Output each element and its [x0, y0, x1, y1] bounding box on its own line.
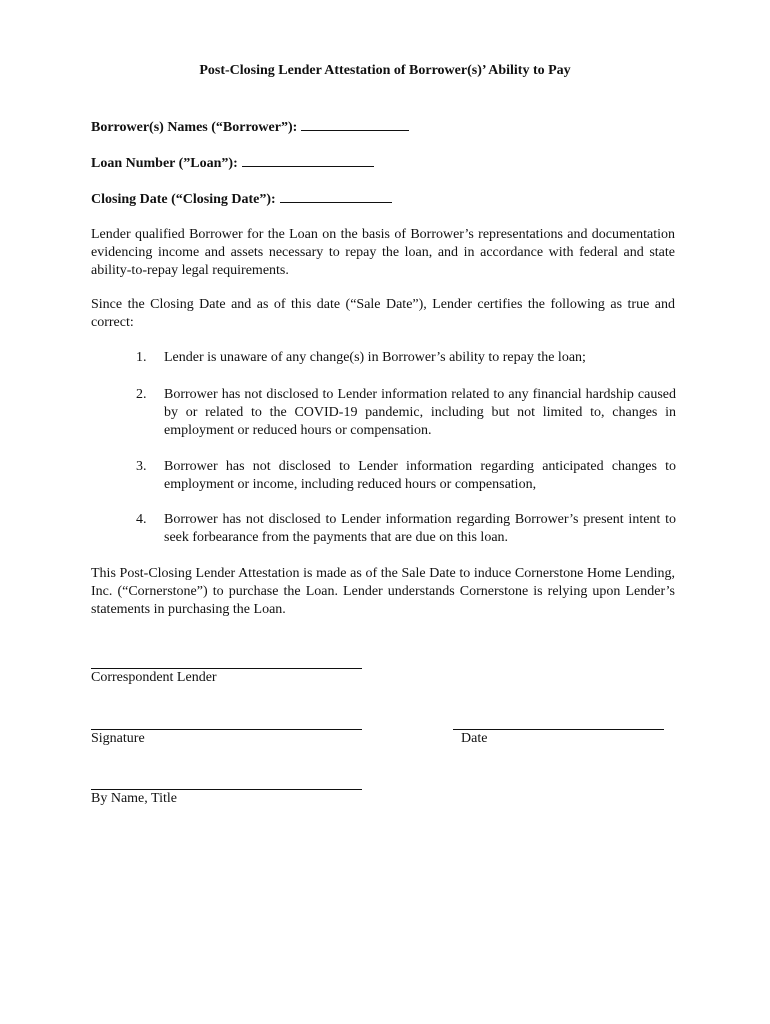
list-item-text: Borrower has not disclosed to Lender information related to any financial hardship caused by or related to the COVID-19 pandemic, including but not limited to, changes in employment or reduced hours or compensation. [164, 387, 676, 438]
closing-date-label: Closing Date (“Closing Date”): [91, 192, 276, 207]
signature-label: Signature [91, 731, 145, 746]
date-line[interactable] [453, 729, 664, 730]
list-item [136, 511, 676, 547]
closing-date-field [91, 190, 392, 208]
borrower-names-label: Borrower(s) Names (“Borrower”): [91, 120, 298, 135]
date-label: Date [461, 731, 488, 746]
loan-number-blank[interactable] [242, 154, 374, 167]
attestation-paragraph: This Post-Closing Lender Attestation is made as of the Sale Date to induce Cornerstone Home Lending, Inc. (“Cornerstone”) to purchase the Loan. Lender understands Cornerstone is relying upon Lender’s statements in purchasing the Loan. [91, 566, 675, 617]
borrower-names-field [91, 118, 409, 136]
document-title: Post-Closing Lender Attestation of Borrower(s)’ Ability to Pay [199, 63, 571, 78]
list-item-text: Borrower has not disclosed to Lender information regarding Borrower’s present intent to seek forbearance from the payments that are due on this loan. [164, 512, 676, 545]
certification-intro-paragraph: Since the Closing Date and as of this date (“Sale Date”), Lender certifies the following as true and correct: [91, 297, 675, 330]
list-item-number: 4. [136, 512, 147, 527]
closing-date-blank[interactable] [280, 190, 392, 203]
qualification-paragraph: Lender qualified Borrower for the Loan on the basis of Borrower’s representations and documentation evidencing income and assets necessary to repay the loan, and in accordance with federal and state ability-to-repay legal requirements. [91, 227, 675, 278]
list-item-number: 3. [136, 459, 147, 474]
list-item-number: 2. [136, 387, 147, 402]
list-item-text: Lender is unaware of any change(s) in Borrower’s ability to repay the loan; [164, 350, 586, 365]
name-title-line[interactable] [91, 789, 362, 790]
list-item [136, 458, 676, 494]
borrower-names-blank[interactable] [301, 118, 409, 131]
name-title-label: By Name, Title [91, 791, 177, 806]
list-item [136, 386, 676, 440]
list-item-text: Borrower has not disclosed to Lender information regarding anticipated changes to employment or income, including reduced hours or compensation, [164, 459, 676, 492]
correspondent-lender-line[interactable] [91, 668, 362, 669]
loan-number-field [91, 154, 374, 172]
signature-line[interactable] [91, 729, 362, 730]
list-item-number: 1. [136, 350, 147, 365]
loan-number-label: Loan Number (”Loan”): [91, 156, 238, 171]
correspondent-lender-label: Correspondent Lender [91, 670, 217, 685]
list-item [136, 349, 676, 367]
